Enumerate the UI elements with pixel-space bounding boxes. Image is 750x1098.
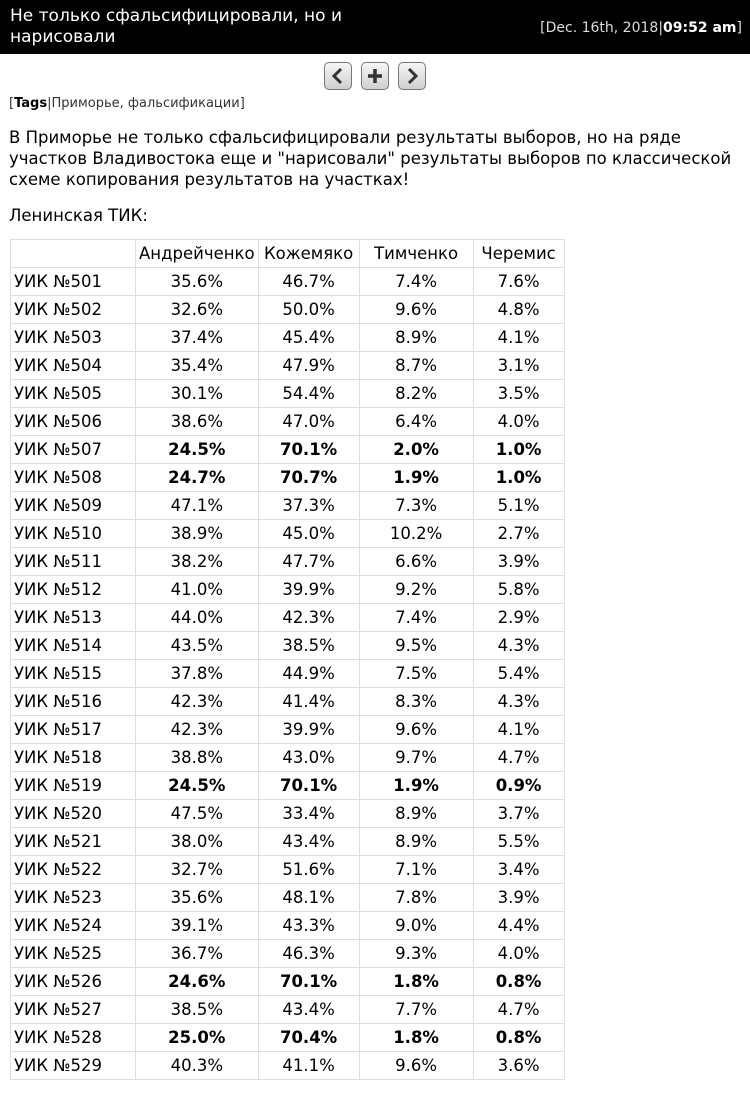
cell-value: 8.3% [359, 688, 473, 716]
row-label: УИК №509 [11, 492, 136, 520]
cell-value: 4.7% [473, 996, 564, 1024]
cell-value: 38.9% [136, 520, 259, 548]
chevron-right-icon [403, 67, 421, 85]
cell-value: 3.4% [473, 856, 564, 884]
cell-value: 1.8% [359, 968, 473, 996]
cell-value: 39.1% [136, 912, 259, 940]
cell-value: 8.9% [359, 828, 473, 856]
cell-value: 41.4% [258, 688, 359, 716]
table-row [11, 408, 565, 436]
row-label: УИК №524 [11, 912, 136, 940]
cell-value: 4.4% [473, 912, 564, 940]
plus-icon [366, 67, 384, 85]
cell-value: 43.3% [258, 912, 359, 940]
cell-value: 35.6% [136, 884, 259, 912]
table-row [11, 688, 565, 716]
cell-value: 70.1% [258, 968, 359, 996]
cell-value: 42.3% [136, 716, 259, 744]
cell-value: 70.1% [258, 772, 359, 800]
cell-value: 4.3% [473, 632, 564, 660]
row-label: УИК №522 [11, 856, 136, 884]
row-label: УИК №512 [11, 576, 136, 604]
cell-value: 38.2% [136, 548, 259, 576]
date-prefix: [Dec. 16th, 2018| [540, 20, 664, 36]
cell-value: 35.6% [136, 268, 259, 296]
row-label: УИК №521 [11, 828, 136, 856]
row-label: УИК №527 [11, 996, 136, 1024]
cell-value: 8.9% [359, 324, 473, 352]
cell-value: 3.1% [473, 352, 564, 380]
cell-value: 4.0% [473, 408, 564, 436]
cell-value: 47.9% [258, 352, 359, 380]
chevron-left-icon [329, 67, 347, 85]
row-label: УИК №517 [11, 716, 136, 744]
cell-value: 0.8% [473, 968, 564, 996]
cell-value: 7.6% [473, 268, 564, 296]
cell-value: 3.5% [473, 380, 564, 408]
row-label: УИК №502 [11, 296, 136, 324]
cell-value: 70.4% [258, 1024, 359, 1052]
cell-value: 46.7% [258, 268, 359, 296]
table-row [11, 716, 565, 744]
date-suffix: ] [736, 20, 742, 36]
column-header [11, 240, 136, 268]
cell-value: 25.0% [136, 1024, 259, 1052]
column-header: Тимченко [359, 240, 473, 268]
cell-value: 8.9% [359, 800, 473, 828]
row-label: УИК №508 [11, 464, 136, 492]
cell-value: 10.2% [359, 520, 473, 548]
table-row [11, 884, 565, 912]
cell-value: 3.9% [473, 548, 564, 576]
row-label: УИК №507 [11, 436, 136, 464]
table-row [11, 1024, 565, 1052]
cell-value: 37.4% [136, 324, 259, 352]
next-entry-button[interactable] [398, 62, 426, 90]
cell-value: 6.4% [359, 408, 473, 436]
column-header: Андрейченко [136, 240, 259, 268]
cell-value: 1.0% [473, 436, 564, 464]
table-row [11, 352, 565, 380]
column-header: Кожемяко [258, 240, 359, 268]
table-row [11, 436, 565, 464]
row-label: УИК №514 [11, 632, 136, 660]
cell-value: 24.5% [136, 436, 259, 464]
cell-value: 7.8% [359, 884, 473, 912]
cell-value: 36.7% [136, 940, 259, 968]
table-header-row [11, 240, 565, 268]
row-label: УИК №526 [11, 968, 136, 996]
cell-value: 7.5% [359, 660, 473, 688]
cell-value: 70.7% [258, 464, 359, 492]
table-row [11, 380, 565, 408]
tags-close: ] [239, 96, 245, 111]
tags-label: Tags [14, 96, 48, 111]
cell-value: 9.3% [359, 940, 473, 968]
table-row [11, 744, 565, 772]
table-row [11, 912, 565, 940]
row-label: УИК №501 [11, 268, 136, 296]
cell-value: 70.1% [258, 436, 359, 464]
row-label: УИК №516 [11, 688, 136, 716]
cell-value: 3.9% [473, 884, 564, 912]
cell-value: 4.7% [473, 744, 564, 772]
cell-value: 5.4% [473, 660, 564, 688]
cell-value: 4.8% [473, 296, 564, 324]
tags-open: [ [9, 96, 15, 111]
cell-value: 51.6% [258, 856, 359, 884]
cell-value: 5.8% [473, 576, 564, 604]
cell-value: 6.6% [359, 548, 473, 576]
entry-intro-text: В Приморье не только сфальсифицировали результаты выборов, но на ряде участков Владивостока еще и "нарисовали" результаты выборов по классической схеме копирования результатов на участках! [9, 128, 732, 189]
cell-value: 40.3% [136, 1052, 259, 1080]
cell-value: 44.0% [136, 604, 259, 632]
column-header: Черемис [473, 240, 564, 268]
cell-value: 9.6% [359, 296, 473, 324]
cell-value: 32.7% [136, 856, 259, 884]
table-row [11, 632, 565, 660]
cell-value: 38.6% [136, 408, 259, 436]
entry-title[interactable]: Не только сфальсифицировали, но и нарисовали [10, 6, 343, 47]
table-row [11, 856, 565, 884]
row-label: УИК №515 [11, 660, 136, 688]
table-body [11, 268, 565, 1080]
cell-value: 8.2% [359, 380, 473, 408]
cell-value: 47.7% [258, 548, 359, 576]
row-label: УИК №504 [11, 352, 136, 380]
row-label: УИК №529 [11, 1052, 136, 1080]
cell-value: 7.4% [359, 268, 473, 296]
cell-value: 30.1% [136, 380, 259, 408]
cell-value: 43.0% [258, 744, 359, 772]
cell-value: 2.0% [359, 436, 473, 464]
row-label: УИК №523 [11, 884, 136, 912]
cell-value: 24.7% [136, 464, 259, 492]
cell-value: 0.8% [473, 1024, 564, 1052]
row-label: УИК №505 [11, 380, 136, 408]
cell-value: 7.3% [359, 492, 473, 520]
cell-value: 38.5% [136, 996, 259, 1024]
cell-value: 8.7% [359, 352, 473, 380]
cell-value: 48.1% [258, 884, 359, 912]
table-row [11, 968, 565, 996]
cell-value: 35.4% [136, 352, 259, 380]
cell-value: 1.0% [473, 464, 564, 492]
entry-navigation [0, 62, 750, 92]
row-label: УИК №520 [11, 800, 136, 828]
cell-value: 50.0% [258, 296, 359, 324]
cell-value: 38.8% [136, 744, 259, 772]
cell-value: 1.9% [359, 464, 473, 492]
cell-value: 42.3% [258, 604, 359, 632]
row-label: УИК №503 [11, 324, 136, 352]
cell-value: 7.7% [359, 996, 473, 1024]
cell-value: 43.5% [136, 632, 259, 660]
cell-value: 4.0% [473, 940, 564, 968]
cell-value: 39.9% [258, 576, 359, 604]
cell-value: 5.5% [473, 828, 564, 856]
tags-values[interactable]: Приморье, фальсификации [51, 96, 240, 111]
table-row [11, 800, 565, 828]
table-row [11, 296, 565, 324]
row-label: УИК №518 [11, 744, 136, 772]
table-row [11, 604, 565, 632]
cell-value: 37.3% [258, 492, 359, 520]
row-label: УИК №506 [11, 408, 136, 436]
table-row [11, 828, 565, 856]
row-label: УИК №519 [11, 772, 136, 800]
table-row [11, 996, 565, 1024]
cell-value: 9.5% [359, 632, 473, 660]
cell-value: 39.9% [258, 716, 359, 744]
cell-value: 45.4% [258, 324, 359, 352]
cell-value: 38.5% [258, 632, 359, 660]
cell-value: 2.7% [473, 520, 564, 548]
cell-value: 3.6% [473, 1052, 564, 1080]
table-row [11, 772, 565, 800]
cell-value: 7.4% [359, 604, 473, 632]
table-row [11, 940, 565, 968]
cell-value: 0.9% [473, 772, 564, 800]
table-row [11, 492, 565, 520]
cell-value: 38.0% [136, 828, 259, 856]
cell-value: 42.3% [136, 688, 259, 716]
table-row [11, 324, 565, 352]
tik-label: Ленинская ТИК: [9, 206, 148, 225]
table-row [11, 464, 565, 492]
cell-value: 3.7% [473, 800, 564, 828]
cell-value: 45.0% [258, 520, 359, 548]
cell-value: 33.4% [258, 800, 359, 828]
cell-value: 2.9% [473, 604, 564, 632]
cell-value: 43.4% [258, 996, 359, 1024]
entry-date [540, 20, 742, 36]
cell-value: 32.6% [136, 296, 259, 324]
cell-value: 9.6% [359, 716, 473, 744]
cell-value: 44.9% [258, 660, 359, 688]
cell-value: 9.0% [359, 912, 473, 940]
cell-value: 4.1% [473, 324, 564, 352]
row-label: УИК №511 [11, 548, 136, 576]
prev-entry-button[interactable] [324, 62, 352, 90]
cell-value: 7.1% [359, 856, 473, 884]
tags-sep: | [47, 96, 52, 111]
cell-value: 47.0% [258, 408, 359, 436]
cell-value: 41.1% [258, 1052, 359, 1080]
row-label: УИК №525 [11, 940, 136, 968]
table-row [11, 576, 565, 604]
results-table [10, 239, 565, 1080]
table-row [11, 520, 565, 548]
cell-value: 9.7% [359, 744, 473, 772]
cell-value: 46.3% [258, 940, 359, 968]
row-label: УИК №528 [11, 1024, 136, 1052]
entry-time: 09:52 am [663, 20, 737, 36]
table-row [11, 268, 565, 296]
cell-value: 47.5% [136, 800, 259, 828]
tags-line [9, 96, 750, 111]
table-row [11, 1052, 565, 1080]
cell-value: 24.5% [136, 772, 259, 800]
cell-value: 24.6% [136, 968, 259, 996]
cell-value: 5.1% [473, 492, 564, 520]
cell-value: 1.9% [359, 772, 473, 800]
cell-value: 37.8% [136, 660, 259, 688]
cell-value: 47.1% [136, 492, 259, 520]
entry-header [0, 0, 750, 54]
row-label: УИК №510 [11, 520, 136, 548]
add-memory-button[interactable] [361, 62, 389, 90]
row-label: УИК №513 [11, 604, 136, 632]
cell-value: 1.8% [359, 1024, 473, 1052]
cell-value: 9.2% [359, 576, 473, 604]
cell-value: 4.3% [473, 688, 564, 716]
table-row [11, 548, 565, 576]
cell-value: 41.0% [136, 576, 259, 604]
table-row [11, 660, 565, 688]
cell-value: 54.4% [258, 380, 359, 408]
cell-value: 43.4% [258, 828, 359, 856]
cell-value: 4.1% [473, 716, 564, 744]
cell-value: 9.6% [359, 1052, 473, 1080]
